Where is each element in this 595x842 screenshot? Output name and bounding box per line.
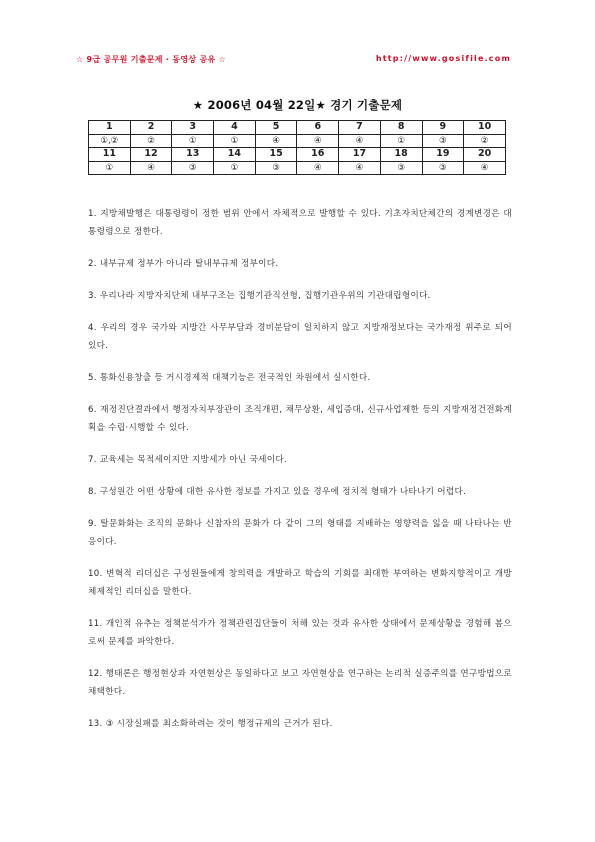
answer-cell: ④ [339,161,381,175]
question-number-row [89,121,506,135]
answer-row [89,161,506,175]
question-number-cell: 19 [422,148,464,162]
answer-cell: ② [464,134,506,148]
question-number-cell: 8 [380,121,422,135]
answer-cell: ② [130,134,172,148]
question-number-cell: 16 [297,148,339,162]
question-item: 8. 구성원간 어떤 상황에 대한 유사한 정보를 가지고 있을 경우에 정치적 형태가 나타나기 어렵다. [88,487,467,497]
answer-cell: ③ [380,161,422,175]
question-number-cell: 5 [255,121,297,135]
question-item: 10. 변혁적 리더십은 구성원들에게 창의력을 개발하고 학습의 기회를 최대한 부여하는 변화지향적이고 개방체제적인 리더십을 말한다. [88,569,512,597]
header-url-link[interactable]: http://www.gosifile.com [375,54,511,63]
question-item: 7. 교육세는 목적세이지만 지방세가 아닌 국세이다. [88,455,288,465]
answer-cell: ①,② [89,134,131,148]
answer-cell: ③ [255,161,297,175]
question-item: 4. 우리의 경우 국가와 지방간 사무부담과 경비분담이 일치하지 않고 지방재정보다는 국가재정 위주로 되어 있다. [88,323,512,351]
answer-row [89,134,506,148]
question-number-cell: 18 [380,148,422,162]
question-number-cell: 3 [172,121,214,135]
question-item: 5. 통화신용창출 등 거시경제적 대책기능은 전국적인 차원에서 실시한다. [88,373,371,383]
question-number-cell: 12 [130,148,172,162]
question-item: 2. 내부규제 정부가 아니라 탈내부규제 정부이다. [88,259,279,269]
answer-cell: ④ [130,161,172,175]
page-header [76,54,511,68]
question-number-cell: 17 [339,148,381,162]
question-item: 3. 우리나라 지방자치단체 내부구조는 집행기관직선형, 집행기관우위의 기관대립형이다. [88,291,431,301]
answer-cell: ③ [172,161,214,175]
answer-cell: ① [89,161,131,175]
question-number-cell: 15 [255,148,297,162]
answer-cell: ③ [422,134,464,148]
answer-cell: ④ [255,134,297,148]
answer-cell: ④ [297,161,339,175]
question-number-cell: 4 [214,121,256,135]
question-number-cell: 6 [297,121,339,135]
question-item: 13. ③ 시장실패를 최소화하려는 것이 행정규제의 근거가 된다. [88,719,333,729]
answer-cell: ③ [422,161,464,175]
question-number-cell: 20 [464,148,506,162]
answer-cell: ① [214,134,256,148]
question-number-cell: 7 [339,121,381,135]
question-item: 11. 개인적 유추는 정책분석가가 정책관련집단들이 처해 있는 것과 유사한 상태에서 문제상황을 경험해 봄으로써 문제를 파악한다. [88,619,512,647]
answer-key-table [88,120,506,175]
question-number-cell: 9 [422,121,464,135]
document-title: ★ 2006년 04월 22일★ 경기 기출문제 [192,98,403,112]
answer-cell: ① [172,134,214,148]
question-number-cell: 11 [89,148,131,162]
question-number-cell: 2 [130,121,172,135]
answer-cell: ① [380,134,422,148]
question-number-cell: 1 [89,121,131,135]
answer-cell: ④ [297,134,339,148]
header-site-label: ☆ 9급 공무원 기출문제 · 동영상 공유 ☆ [76,55,227,64]
answer-cell: ④ [339,134,381,148]
question-item: 12. 행태론은 행정현상과 자연현상은 동일하다고 보고 자연현상을 연구하는 논리적 실증주의를 연구방법으로 채택한다. [88,669,512,697]
question-number-cell: 14 [214,148,256,162]
question-number-cell: 10 [464,121,506,135]
question-item: 6. 재정진단결과에서 행정자치부장관이 조직개편, 채무상환, 세입증대, 신규사업제한 등의 지방재정건전화계획을 수립·시행할 수 있다. [88,405,512,433]
question-number-row [89,148,506,162]
answer-cell: ④ [464,161,506,175]
question-item: 1. 지방채발행은 대통령령이 정한 범위 안에서 자체적으로 발행할 수 있다. 기초자치단체간의 경계변경은 대통령령으로 정한다. [88,209,512,237]
question-item: 9. 탈문화화는 조직의 문화나 신참자의 문화가 다 같이 그의 형태를 지배하는 영향력을 잃을 때 나타나는 반응이다. [88,519,512,547]
answer-cell: ① [214,161,256,175]
question-list [88,205,512,747]
question-number-cell: 13 [172,148,214,162]
